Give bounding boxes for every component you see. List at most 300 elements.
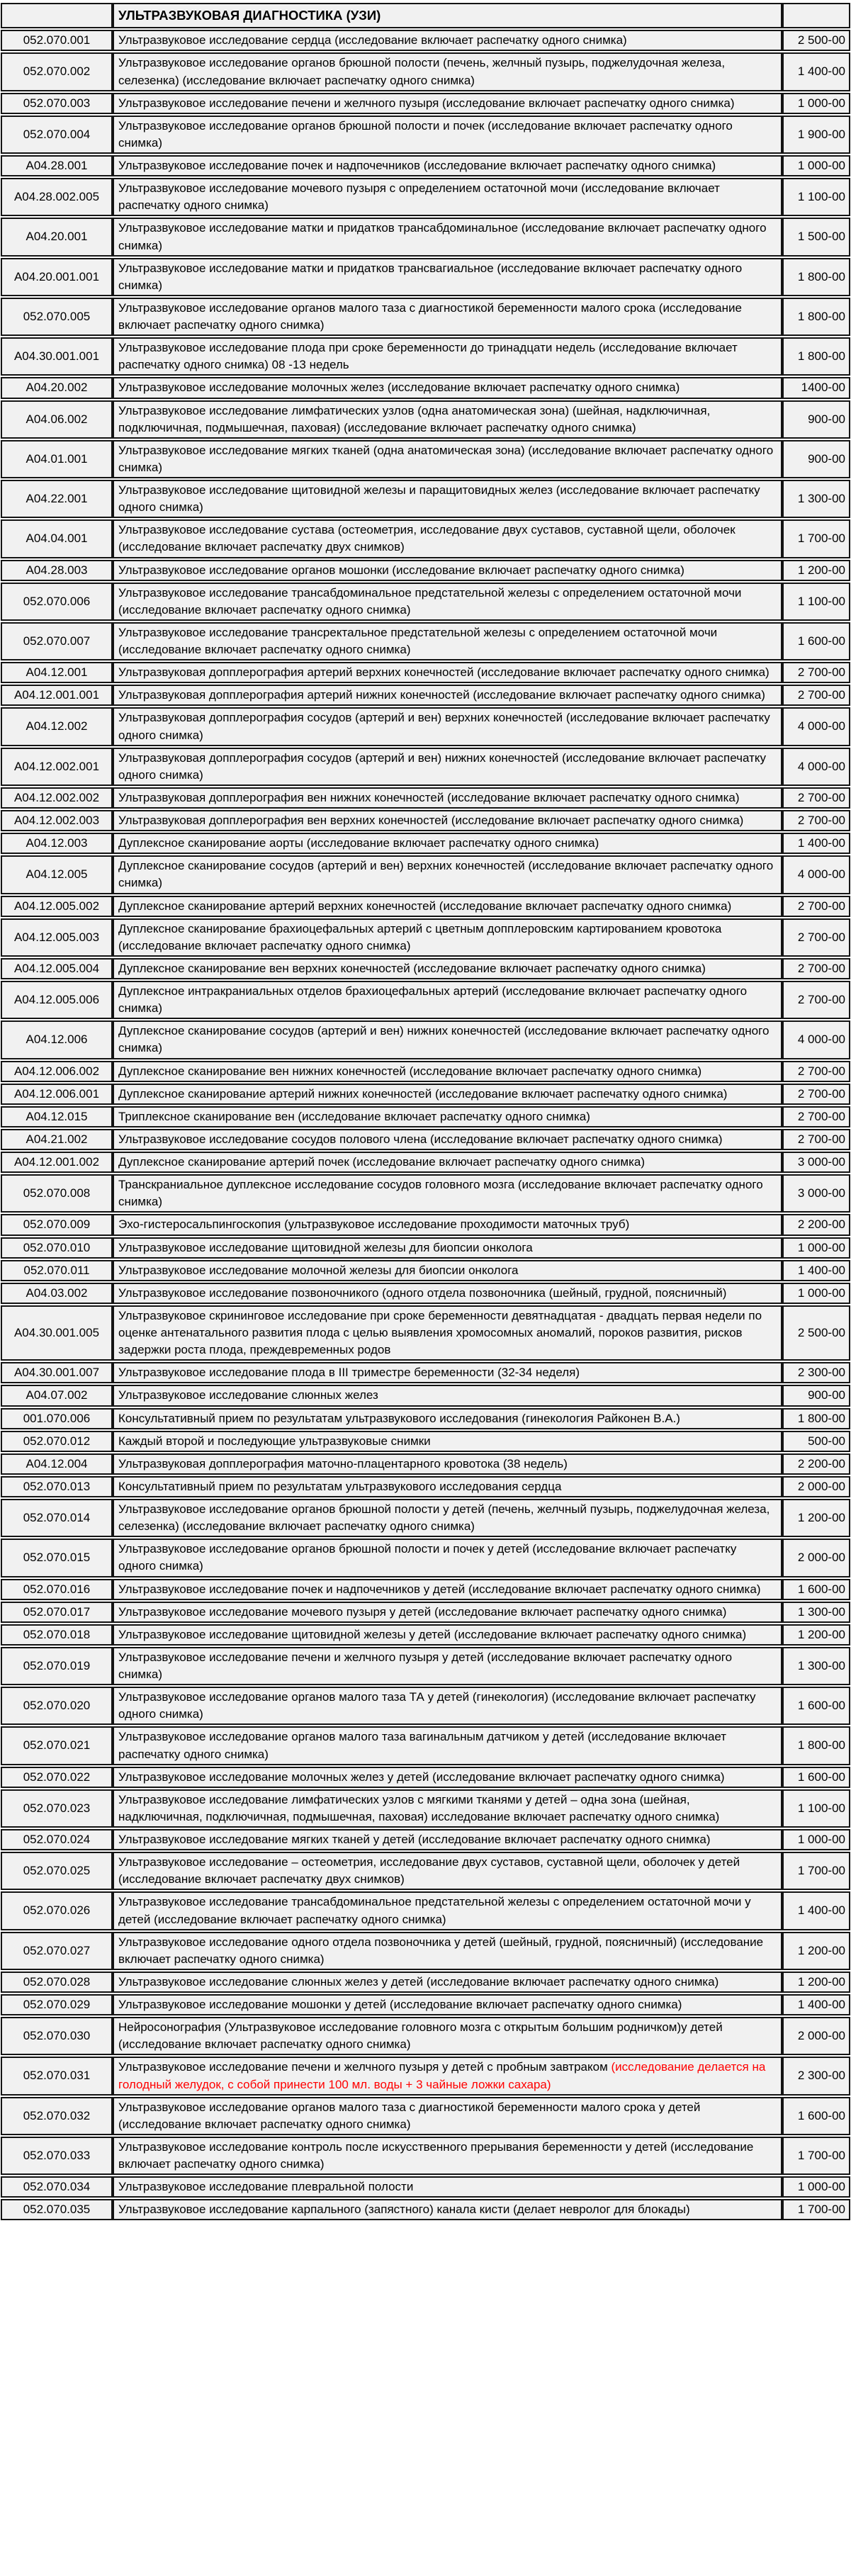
price-cell: 1 800-00	[782, 1726, 850, 1765]
price-cell: 1 400-00	[782, 1891, 850, 1930]
description-text: Ультразвуковое исследование одного отдела позвоночника у детей (шейный, грудной, поясничный) (исследование включает распечатку одного снимка)	[118, 1935, 764, 1966]
description-text: Ультразвуковое исследование мочевого пузыря с определением остаточной мочи (исследование включает распечатку одного снимка)	[118, 181, 720, 213]
price-cell: 1 600-00	[782, 1579, 850, 1600]
table-row	[1, 748, 850, 786]
code-cell: 052.070.018	[1, 1624, 113, 1646]
description-cell	[113, 337, 782, 376]
table-row	[1, 1020, 850, 1059]
price-cell: 1 300-00	[782, 1602, 850, 1623]
description-cell	[113, 1499, 782, 1537]
description-text: Ультразвуковое исследование органов брюшной полости (печень, желчный пузырь, поджелудочная железа, селезенка) (исследование включает распечатку одного снимка)	[118, 56, 726, 87]
table-row	[1, 1305, 850, 1361]
description-cell	[113, 1972, 782, 1993]
table-row	[1, 1152, 850, 1173]
table-row	[1, 958, 850, 979]
description-cell	[113, 1362, 782, 1383]
code-cell: А04.12.002.001	[1, 748, 113, 786]
description-cell	[113, 519, 782, 558]
code-cell: 052.070.005	[1, 298, 113, 336]
price-cell: 2 000-00	[782, 1539, 850, 1577]
description-text: Ультразвуковое исследование органов малого таза ТА у детей (гинекология) (исследование включает распечатку одного снимка)	[118, 1690, 756, 1721]
price-cell: 2 500-00	[782, 30, 850, 51]
description-cell	[113, 1767, 782, 1788]
code-cell: 052.070.019	[1, 1647, 113, 1685]
description-text: Дуплексное сканирование сосудов (артерий и вен) нижних конечностей (исследование включает распечатку одного снимка)	[118, 1024, 770, 1055]
price-cell: 1 600-00	[782, 1687, 850, 1725]
description-text: Транскраниальное дуплексное исследование сосудов головного мозга (исследование включает распечатку одного снимка)	[118, 1178, 763, 1209]
description-text: Ультразвуковое исследование молочных желез (исследование включает распечатку одного снимка)	[118, 381, 680, 395]
code-cell: А04.12.001	[1, 662, 113, 683]
description-cell	[113, 1408, 782, 1429]
description-text: Ультразвуковое исследование трансабдоминальное предстательной железы с определением остаточной мочи (исследование включает распечатку одного снимка)	[118, 585, 742, 617]
description-text: Ультразвуковое исследование органов малого таза с диагностикой беременности малого срока (исследование включает распечатку одного снимка)	[118, 300, 742, 332]
description-cell	[113, 2097, 782, 2135]
table-row	[1, 1385, 850, 1406]
description-text: Ультразвуковое скрининговое исследование при сроке беременности девятнадцатая - двадцать первая недели по оценке антенатального развития плода с целью выявления хромосомных аномалий, пороков развития, рисков задержки роста плода, преждевременных родов	[118, 1308, 762, 1357]
code-cell: А04.28.002.005	[1, 178, 113, 216]
price-cell: 900-00	[782, 1385, 850, 1406]
price-cell: 1 200-00	[782, 1932, 850, 1970]
price-cell: 1 600-00	[782, 622, 850, 660]
description-cell	[113, 1431, 782, 1452]
code-cell: 052.070.027	[1, 1932, 113, 1970]
description-text: Ультразвуковое исследование органов брюшной полости у детей (печень, желчный пузырь, поджелудочная железа, селезенка) (исследование включает распечатку одного снимка)	[118, 1502, 770, 1534]
code-cell: А04.12.002.002	[1, 787, 113, 809]
description-text: Каждый второй и последующие ультразвуковые снимки	[118, 1434, 431, 1448]
price-cell: 2 700-00	[782, 1084, 850, 1105]
price-cell: 4 000-00	[782, 855, 850, 894]
description-cell	[113, 1539, 782, 1577]
table-row	[1, 1214, 850, 1235]
code-cell: 052.070.029	[1, 1994, 113, 2015]
description-cell	[113, 1891, 782, 1930]
price-cell: 2 200-00	[782, 1214, 850, 1235]
description-cell	[113, 896, 782, 917]
code-cell: А04.20.001	[1, 218, 113, 256]
price-cell: 1 700-00	[782, 519, 850, 558]
table-row	[1, 1237, 850, 1259]
description-cell	[113, 377, 782, 398]
code-cell: А04.12.005.002	[1, 896, 113, 917]
description-cell	[113, 298, 782, 336]
description-cell	[113, 685, 782, 706]
table-row	[1, 1726, 850, 1765]
code-cell: 052.070.004	[1, 116, 113, 154]
code-cell: 052.070.024	[1, 1829, 113, 1850]
price-cell: 2 200-00	[782, 1453, 850, 1475]
code-cell: А04.30.001.001	[1, 337, 113, 376]
table-row	[1, 116, 850, 154]
price-cell: 1 100-00	[782, 1789, 850, 1828]
description-cell	[113, 52, 782, 91]
code-cell: 052.070.033	[1, 2137, 113, 2175]
description-text: Ультразвуковая допплерография вен верхних конечностей (исследование включает распечатку одного снимка)	[118, 814, 744, 828]
description-cell	[113, 258, 782, 296]
table-row	[1, 1891, 850, 1930]
price-cell: 1400-00	[782, 377, 850, 398]
price-cell: 1 300-00	[782, 480, 850, 518]
table-row	[1, 981, 850, 1019]
description-cell	[113, 1476, 782, 1497]
description-text: Ультразвуковое исследование органов малого таза с диагностикой беременности малого срока у детей (исследование включает распечатку одного снимка)	[118, 2100, 701, 2131]
description-cell	[113, 1305, 782, 1361]
description-cell	[113, 560, 782, 581]
description-cell	[113, 787, 782, 809]
code-cell: 052.070.021	[1, 1726, 113, 1765]
description-cell	[113, 2199, 782, 2220]
code-cell: А04.21.002	[1, 1129, 113, 1150]
description-cell	[113, 93, 782, 114]
code-cell: А04.06.002	[1, 400, 113, 439]
description-text: Дуплексное сканирование сосудов (артерий и вен) верхних конечностей (исследование включает распечатку одного снимка)	[118, 859, 774, 890]
table-row	[1, 1579, 850, 1600]
description-cell	[113, 833, 782, 854]
table-row	[1, 519, 850, 558]
code-cell: А04.03.002	[1, 1283, 113, 1304]
description-text: Ультразвуковое исследование молочной железы для биопсии онколога	[118, 1263, 519, 1277]
table-row	[1, 1499, 850, 1537]
description-text: Ультразвуковое исследование плода в III триместре беременности (32-34 неделя)	[118, 1366, 580, 1380]
description-cell	[113, 1932, 782, 1970]
description-text: Ультразвуковое исследование сердца (исследование включает распечатку одного снимка)	[118, 33, 627, 47]
table-row	[1, 1283, 850, 1304]
code-cell: А04.30.001.007	[1, 1362, 113, 1383]
table-row	[1, 30, 850, 51]
code-cell: 052.070.001	[1, 30, 113, 51]
description-text: Ультразвуковое исследование органов брюшной полости и почек у детей (исследование включает распечатку одного снимка)	[118, 1542, 737, 1573]
price-cell: 2 700-00	[782, 685, 850, 706]
code-cell: А04.22.001	[1, 480, 113, 518]
price-cell: 1 900-00	[782, 116, 850, 154]
price-cell: 1 400-00	[782, 833, 850, 854]
description-cell	[113, 1084, 782, 1105]
table-row	[1, 833, 850, 854]
table-row	[1, 1994, 850, 2015]
price-cell: 2 700-00	[782, 1061, 850, 1082]
code-cell: А04.12.015	[1, 1106, 113, 1127]
description-text: Ультразвуковое исследование сустава (остеометрия, исследование двух суставов, суставной щели, оболочек (исследование включает распечатку двух снимков)	[118, 523, 736, 554]
description-text: Ультразвуковое исследование позвоночникого (одного отдела позвоночника (шейный, грудной, поясничный)	[118, 1286, 727, 1300]
table-row	[1, 480, 850, 518]
description-cell	[113, 30, 782, 51]
description-text: Нейросонография (Ультразвуковое исследование головного мозга с открытым большим родничком)у детей (исследование включает распечатку одного снимка)	[118, 2020, 723, 2052]
price-cell: 1 800-00	[782, 337, 850, 376]
table-row	[1, 52, 850, 91]
table-row	[1, 1539, 850, 1577]
price-cell: 1 400-00	[782, 52, 850, 91]
description-cell	[113, 2017, 782, 2055]
table-row	[1, 1932, 850, 1970]
code-cell: 052.070.002	[1, 52, 113, 91]
description-cell	[113, 1602, 782, 1623]
code-cell: А04.12.002	[1, 707, 113, 746]
code-cell: А04.12.006.002	[1, 1061, 113, 1082]
table-row	[1, 1431, 850, 1452]
table-row	[1, 2199, 850, 2220]
code-cell: А04.12.005.006	[1, 981, 113, 1019]
code-cell: А04.01.001	[1, 440, 113, 478]
price-cell: 1 300-00	[782, 1647, 850, 1685]
code-cell: 052.070.017	[1, 1602, 113, 1623]
price-cell: 1 000-00	[782, 1237, 850, 1259]
code-cell: А04.12.004	[1, 1453, 113, 1475]
table-row	[1, 1789, 850, 1828]
code-cell: 052.070.014	[1, 1499, 113, 1537]
table-row	[1, 1084, 850, 1105]
table-row	[1, 298, 850, 336]
price-cell: 1 100-00	[782, 583, 850, 621]
table-row	[1, 560, 850, 581]
code-cell: 052.070.010	[1, 1237, 113, 1259]
price-cell: 2 000-00	[782, 2017, 850, 2055]
table-row	[1, 258, 850, 296]
code-cell: А04.12.003	[1, 833, 113, 854]
code-cell: А04.12.005.004	[1, 958, 113, 979]
code-cell: А04.07.002	[1, 1385, 113, 1406]
description-text: Консультативный прием по результатам ультразвукового исследования сердца	[118, 1479, 562, 1493]
table-row	[1, 93, 850, 114]
code-cell: 052.070.006	[1, 583, 113, 621]
price-cell: 3 000-00	[782, 1174, 850, 1213]
description-text: Дуплексное сканирование артерий верхних конечностей (исследование включает распечатку одного снимка)	[118, 899, 732, 913]
description-text: Ультразвуковое исследование органов мошонки (исследование включает распечатку одного снимка)	[118, 563, 684, 577]
price-cell: 2 300-00	[782, 2057, 850, 2095]
price-cell: 1 000-00	[782, 1283, 850, 1304]
price-cell: 1 200-00	[782, 560, 850, 581]
description-text: Ультразвуковое исследование печени и желчного пузыря у детей (исследование включает распечатку одного снимка)	[118, 1650, 733, 1682]
section-header-price-cell	[782, 3, 850, 28]
price-cell: 2 700-00	[782, 662, 850, 683]
price-table-body	[1, 3, 850, 2220]
price-cell: 2 700-00	[782, 787, 850, 809]
table-row	[1, 1852, 850, 1890]
table-row	[1, 2057, 850, 2095]
description-cell	[113, 1726, 782, 1765]
description-cell	[113, 1789, 782, 1828]
description-text: Ультразвуковое исследование мягких тканей у детей (исследование включает распечатку одного снимка)	[118, 1833, 711, 1847]
table-row	[1, 400, 850, 439]
description-cell	[113, 1994, 782, 2015]
description-text: Ультразвуковое исследование контроль после искусственного прерывания беременности у детей (исследование включает распечатку одного снимка)	[118, 2139, 754, 2171]
code-cell: 052.070.011	[1, 1260, 113, 1281]
table-row	[1, 1174, 850, 1213]
description-cell	[113, 2137, 782, 2175]
code-cell: А04.20.001.001	[1, 258, 113, 296]
table-row	[1, 2097, 850, 2135]
price-cell: 2 300-00	[782, 1362, 850, 1383]
description-text: Дуплексное сканирование аорты (исследование включает распечатку одного снимка)	[118, 836, 599, 850]
table-row	[1, 1972, 850, 1993]
description-cell	[113, 918, 782, 957]
price-cell: 1 200-00	[782, 1499, 850, 1537]
description-text: Ультразвуковое исследование щитовидной железы и паращитовидных желез (исследование включает распечатку одного снимка)	[118, 483, 760, 514]
section-header-row	[1, 3, 850, 28]
description-text: Консультативный прием по результатам ультразвукового исследования (гинекология Райконен В.А.)	[118, 1411, 680, 1425]
table-row	[1, 2137, 850, 2175]
code-cell: А04.12.002.003	[1, 810, 113, 831]
description-text: Ультразвуковое исследование лимфатических узлов с мягкими тканями у детей – одна зона (шейная, надключичная, подключичная, подмышечная, паховая) исследование включает распечатку одного снимка)	[118, 1792, 720, 1823]
table-row	[1, 1061, 850, 1082]
description-text: Ультразвуковая допплерография сосудов (артерий и вен) верхних конечностей (исследование включает распечатку одного снимка)	[118, 711, 770, 742]
code-cell: 052.070.028	[1, 1972, 113, 1993]
description-text: Ультразвуковое исследование сосудов полового члена (исследование включает распечатку одного снимка)	[118, 1132, 723, 1146]
price-cell: 1 400-00	[782, 1994, 850, 2015]
table-row	[1, 337, 850, 376]
code-cell: 052.070.020	[1, 1687, 113, 1725]
description-text: Ультразвуковое исследование плевральной полости	[118, 2180, 414, 2194]
table-row	[1, 787, 850, 809]
description-cell	[113, 1260, 782, 1281]
price-cell: 1 700-00	[782, 2137, 850, 2175]
description-text: Дуплексное сканирование вен верхних конечностей (исследование включает распечатку одного снимка)	[118, 961, 706, 975]
description-cell	[113, 155, 782, 176]
description-text: Ультразвуковое исследование слюнных желез у детей (исследование включает распечатку одного снимка)	[118, 1974, 719, 1989]
description-text: Ультразвуковое исследование щитовидной железы у детей (исследование включает распечатку одного снимка)	[118, 1627, 747, 1641]
table-row	[1, 707, 850, 746]
description-text: Дуплексное интракраниальных отделов брахиоцефальных артерий (исследование включает распечатку одного снимка)	[118, 984, 748, 1016]
description-cell	[113, 440, 782, 478]
code-cell: 052.070.012	[1, 1431, 113, 1452]
description-cell	[113, 748, 782, 786]
description-text: Ультразвуковое исследование почек и надпочечников (исследование включает распечатку одного снимка)	[118, 159, 716, 173]
description-text: Ультразвуковое исследование почек и надпочечников у детей (исследование включает распечатку одного снимка)	[118, 1582, 761, 1596]
price-cell: 2 700-00	[782, 958, 850, 979]
price-cell: 2 000-00	[782, 1476, 850, 1497]
description-text: Ультразвуковое исследование органов брюшной полости и почек (исследование включает распечатку одного снимка)	[118, 118, 733, 150]
description-cell	[113, 583, 782, 621]
price-cell: 1 200-00	[782, 1624, 850, 1646]
description-cell	[113, 1283, 782, 1304]
code-cell: 052.070.013	[1, 1476, 113, 1497]
price-cell: 500-00	[782, 1431, 850, 1452]
code-cell: 001.070.006	[1, 1408, 113, 1429]
price-cell: 2 700-00	[782, 981, 850, 1019]
description-text: Ультразвуковое исследование мягких тканей (одна анатомическая зона) (исследование включает распечатку одного снимка)	[118, 443, 774, 474]
description-text: Триплексное сканирование вен (исследование включает распечатку одного снимка)	[118, 1109, 590, 1123]
code-cell: 052.070.031	[1, 2057, 113, 2095]
section-header-code-cell	[1, 3, 113, 28]
table-row	[1, 896, 850, 917]
table-row	[1, 810, 850, 831]
price-table	[1, 1, 850, 2222]
description-cell	[113, 1687, 782, 1725]
section-title: УЛЬТРАЗВУКОВАЯ ДИАГНОСТИКА (УЗИ)	[113, 3, 782, 28]
description-text: Ультразвуковое исследование слюнных желез	[118, 1388, 378, 1402]
table-row	[1, 440, 850, 478]
code-cell: А04.28.003	[1, 560, 113, 581]
description-cell	[113, 400, 782, 439]
price-cell: 1 000-00	[782, 155, 850, 176]
price-cell: 1 800-00	[782, 298, 850, 336]
table-row	[1, 855, 850, 894]
price-cell: 2 500-00	[782, 1305, 850, 1361]
description-cell	[113, 1061, 782, 1082]
description-cell	[113, 1579, 782, 1600]
price-cell: 2 700-00	[782, 918, 850, 957]
price-cell: 1 400-00	[782, 1260, 850, 1281]
description-text: Ультразвуковая допплерография маточно-плацентарного кровотока (38 недель)	[118, 1456, 568, 1470]
description-text: Ультразвуковая допплерография артерий верхних конечностей (исследование включает распечатку одного снимка)	[118, 665, 770, 680]
table-row	[1, 662, 850, 683]
table-row	[1, 1408, 850, 1429]
description-cell	[113, 1174, 782, 1213]
price-cell: 3 000-00	[782, 1152, 850, 1173]
code-cell: А04.12.005.003	[1, 918, 113, 957]
code-cell: А04.12.001.002	[1, 1152, 113, 1173]
description-text: Ультразвуковое исследование трансабдоминальное предстательной железы с определением остаточной мочи у детей (исследование включает распечатку одного снимка)	[118, 1895, 751, 1926]
price-cell: 4 000-00	[782, 707, 850, 746]
price-cell: 1 000-00	[782, 2176, 850, 2198]
price-cell: 900-00	[782, 400, 850, 439]
description-cell	[113, 480, 782, 518]
price-cell: 4 000-00	[782, 1020, 850, 1059]
price-cell: 1 800-00	[782, 258, 850, 296]
code-cell: 052.070.008	[1, 1174, 113, 1213]
price-cell: 1 700-00	[782, 1852, 850, 1890]
description-cell	[113, 1020, 782, 1059]
price-cell: 1 700-00	[782, 2199, 850, 2220]
table-row	[1, 1647, 850, 1685]
table-row	[1, 1260, 850, 1281]
table-row	[1, 178, 850, 216]
table-row	[1, 1767, 850, 1788]
table-row	[1, 2176, 850, 2198]
description-cell	[113, 1214, 782, 1235]
table-row	[1, 1362, 850, 1383]
description-text: Ультразвуковая допплерография артерий нижних конечностей (исследование включает распечатку одного снимка)	[118, 688, 765, 702]
description-text: Ультразвуковая допплерография вен нижних конечностей (исследование включает распечатку одного снимка)	[118, 790, 740, 804]
code-cell: А04.20.002	[1, 377, 113, 398]
description-cell	[113, 1237, 782, 1259]
description-warning-text: (исследование делается на голодный желудок, с собой принести 100 мл. воды + 3 чайные ложки сахара)	[118, 2060, 766, 2091]
price-cell: 1 000-00	[782, 93, 850, 114]
description-cell	[113, 1852, 782, 1890]
description-text: Ультразвуковое исследование печени и желчного пузыря у детей с пробным завтраком	[118, 2060, 612, 2074]
description-cell	[113, 1385, 782, 1406]
price-cell: 1 200-00	[782, 1972, 850, 1993]
description-text: Ультразвуковое исследование матки и придатков трансабдоминальное (исследование включает распечатку одного снимка)	[118, 221, 767, 252]
code-cell: 052.070.025	[1, 1852, 113, 1890]
description-text: Дуплексное сканирование артерий почек (исследование включает распечатку одного снимка)	[118, 1155, 646, 1169]
description-text: Дуплексное сканирование артерий нижних конечностей (исследование включает распечатку одного снимка)	[118, 1086, 728, 1101]
price-cell: 2 700-00	[782, 896, 850, 917]
description-cell	[113, 1624, 782, 1646]
description-text: Ультразвуковое исследование печени и желчного пузыря (исследование включает распечатку одного снимка)	[118, 96, 735, 110]
description-cell	[113, 810, 782, 831]
table-row	[1, 1476, 850, 1497]
description-cell	[113, 855, 782, 894]
table-row	[1, 2017, 850, 2055]
description-text: Ультразвуковая допплерография сосудов (артерий и вен) нижних конечностей (исследование включает распечатку одного снимка)	[118, 750, 766, 782]
description-cell	[113, 1106, 782, 1127]
description-cell	[113, 707, 782, 746]
description-text: Ультразвуковое исследование молочных желез у детей (исследование включает распечатку одного снимка)	[118, 1770, 725, 1784]
price-cell: 4 000-00	[782, 748, 850, 786]
price-cell: 1 000-00	[782, 1829, 850, 1850]
table-row	[1, 155, 850, 176]
description-cell	[113, 218, 782, 256]
description-cell	[113, 958, 782, 979]
price-cell: 2 700-00	[782, 1129, 850, 1150]
table-row	[1, 1829, 850, 1850]
description-cell	[113, 2176, 782, 2198]
code-cell: 052.070.034	[1, 2176, 113, 2198]
code-cell: А04.04.001	[1, 519, 113, 558]
code-cell: А04.12.006	[1, 1020, 113, 1059]
description-text: Ультразвуковое исследование – остеометрия, исследование двух суставов, суставной щели, оболочек у детей (исследование включает распечатку двух снимков)	[118, 1855, 740, 1886]
description-cell	[113, 981, 782, 1019]
code-cell: 052.070.022	[1, 1767, 113, 1788]
